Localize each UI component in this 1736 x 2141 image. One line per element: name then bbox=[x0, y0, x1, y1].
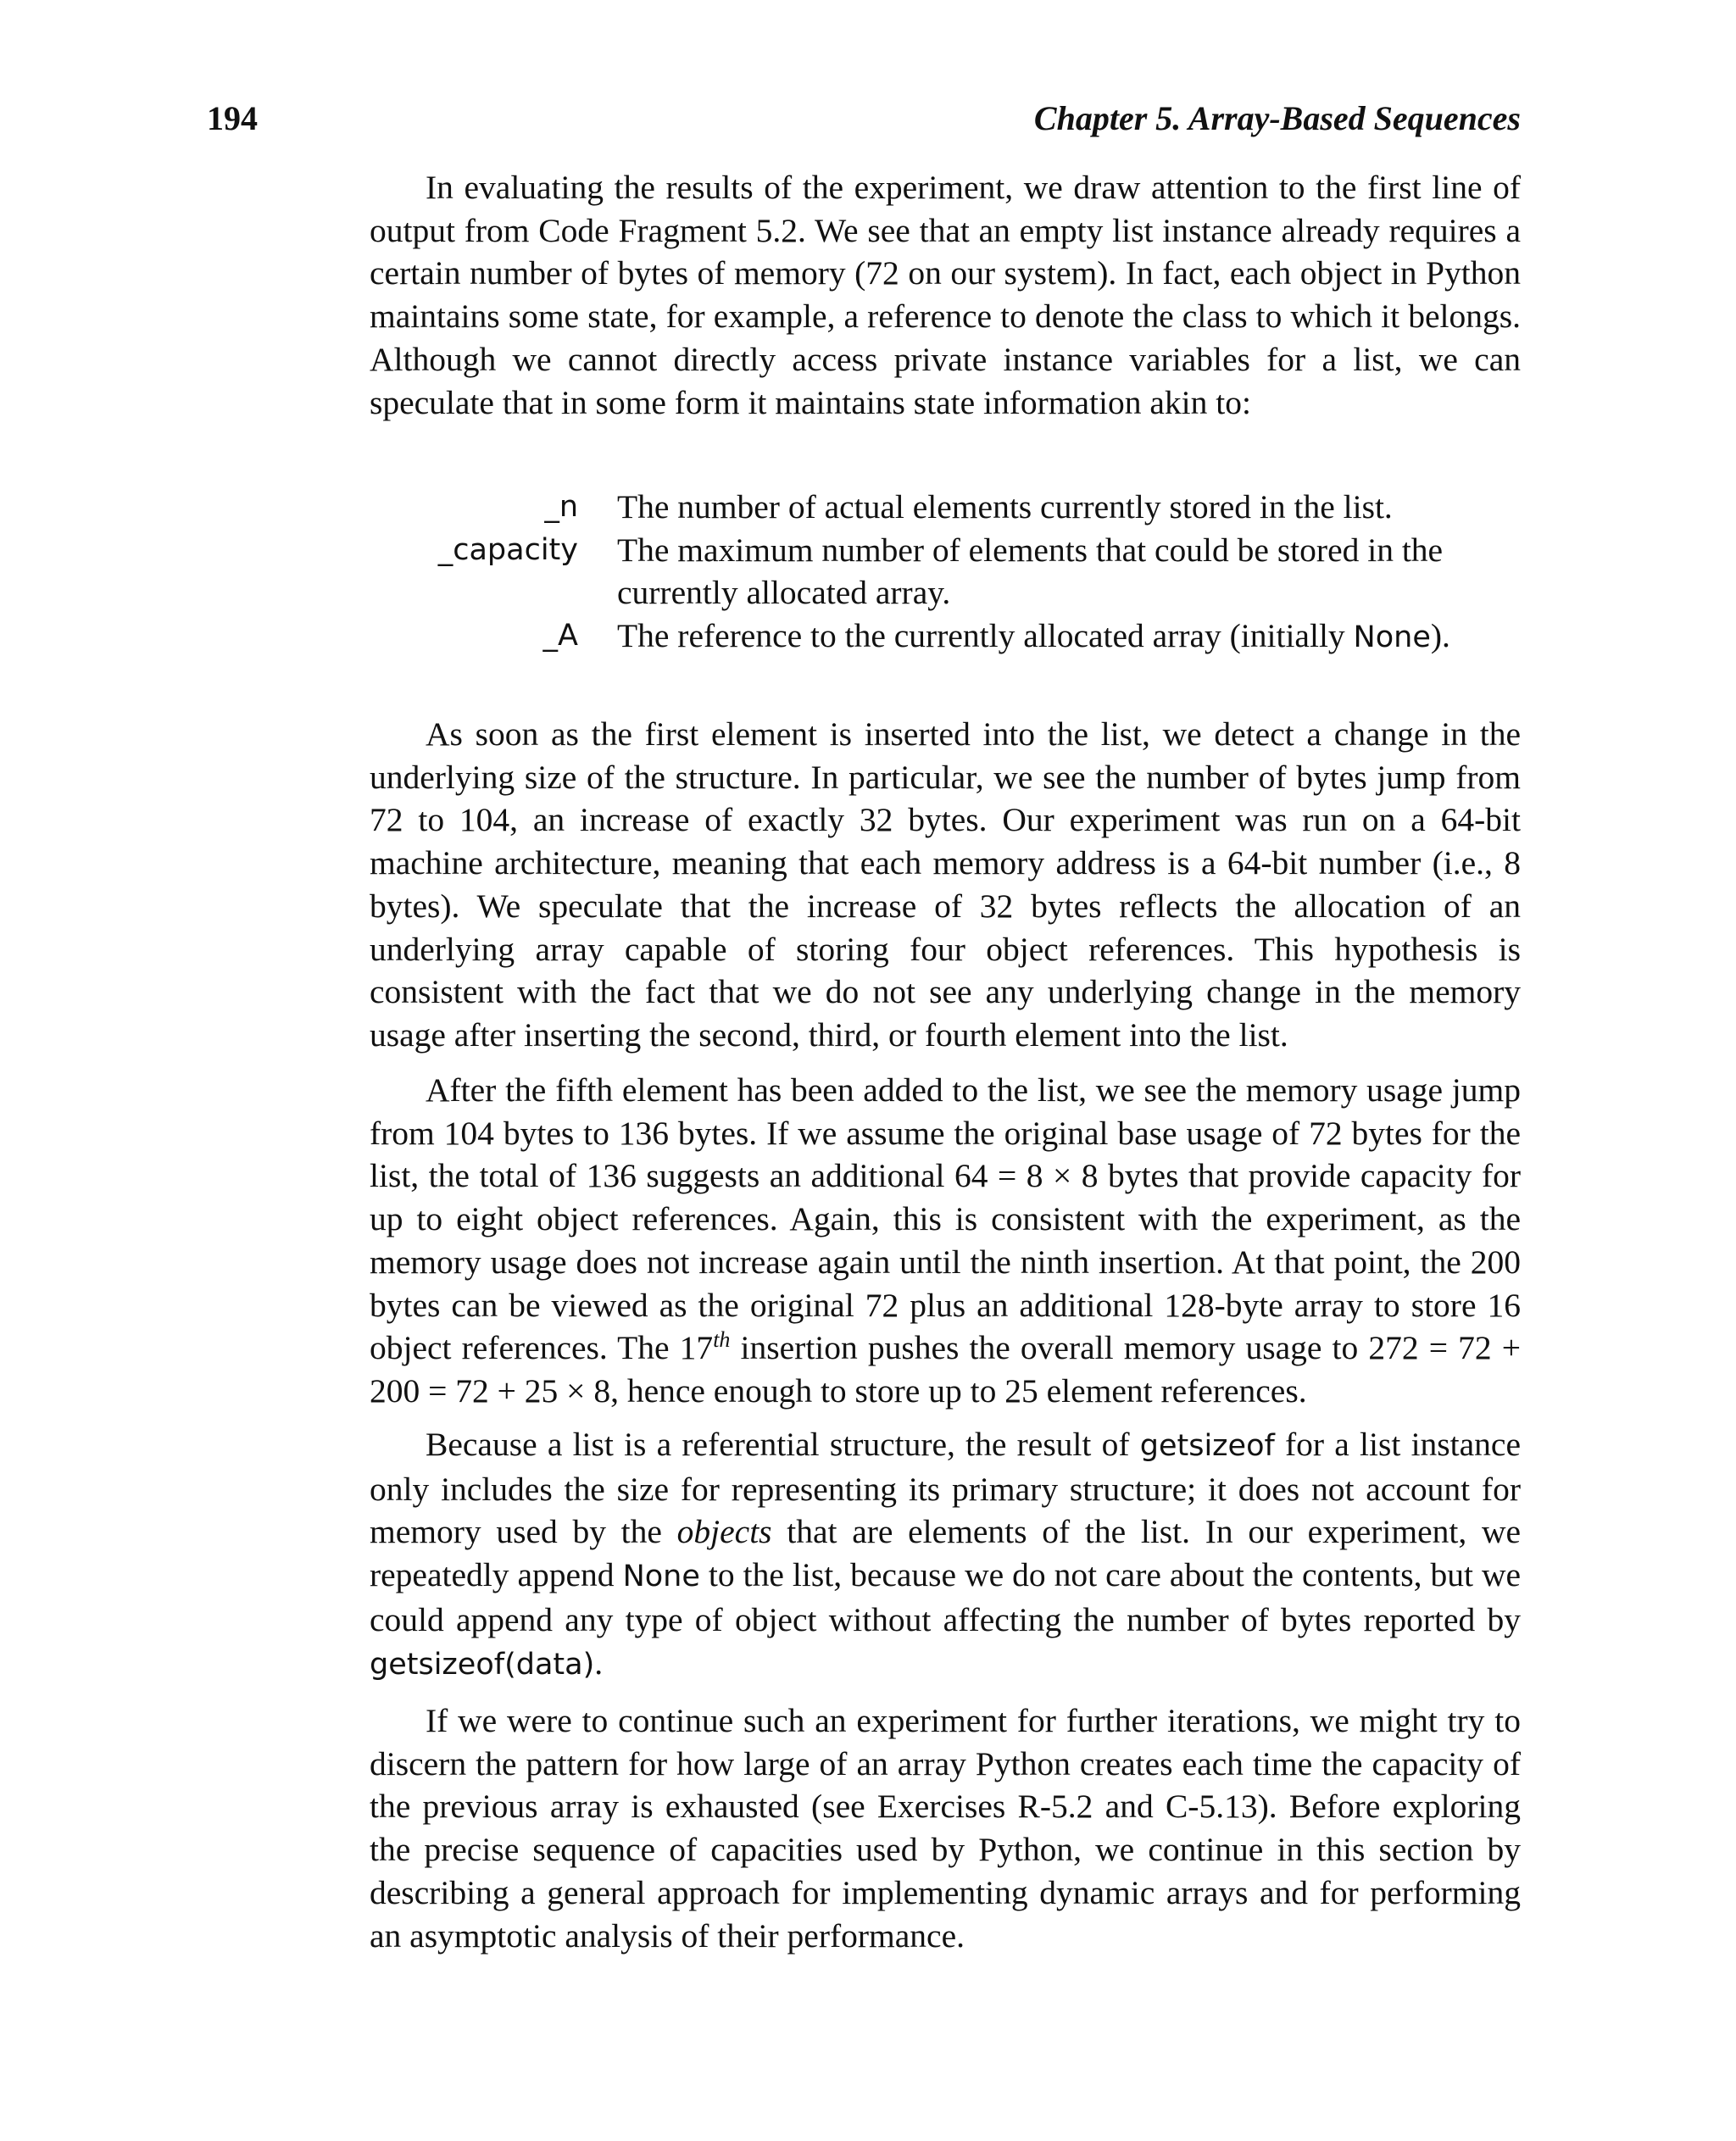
definition-term: _capacity bbox=[437, 532, 578, 567]
paragraph-text: that are elements of the list. In our experiment, we repeatedly append bbox=[370, 1513, 1521, 1594]
definition-term: _A bbox=[542, 619, 578, 653]
inline-code: getsizeof bbox=[1139, 1429, 1275, 1463]
definition-description: The maximum number of elements that could be stored in the currently allocated array. bbox=[617, 531, 1444, 612]
paragraph-text: insertion pushes the overall memory usage to 272 = 72 + 200 = 72 + 25 × 8, hence enough to store up to 25 element references. bbox=[370, 1329, 1522, 1410]
paragraph-text: for a list instance only includes the size for representing its primary structure; it does not account for memory used by the bbox=[370, 1426, 1521, 1551]
superscript: th bbox=[713, 1327, 731, 1353]
paragraph-text: . bbox=[594, 1643, 604, 1682]
definition-text: ). bbox=[1430, 617, 1450, 655]
inline-code: None bbox=[622, 1560, 700, 1594]
page-number: 194 bbox=[207, 99, 258, 137]
definition-row-a bbox=[370, 614, 1521, 659]
definition-description: The number of actual elements currently stored in the list. bbox=[617, 488, 1393, 526]
inline-code: getsizeof(data) bbox=[370, 1647, 595, 1682]
inline-code: None bbox=[1353, 620, 1431, 655]
definition-row-capacity bbox=[370, 529, 1521, 614]
paragraph-text: to the list, because we do not care about the contents, but we could append any type of object without affecting the number of bytes reported by bbox=[370, 1556, 1521, 1638]
paragraph-text: After the fifth element has been added to the list, we see the memory usage jump from 104 bytes to 136 bytes. If we assume the original base usage of 72 bytes for the list, the total of 136 suggests an additional 64 = 8 × 8 bytes that provide capacity for up to eight object references. Again, this is consistent with the experiment, as the memory usage does not increase again until the ninth insertion. At that point, the 200 bytes can be viewed as the original 72 plus an additional 128-byte array to store 16 object references. The 17 bbox=[370, 1071, 1521, 1367]
paragraph-2: As soon as the first element is inserted into the list, we detect a change in the underlying size of the structure. In particular, we see the number of bytes jump from 72 to 104, an increase of exactly 32 bytes. Our experiment was run on a 64-bit machine architecture, meaning that each memory address is a 64-bit number (i.e., 8 bytes). We speculate that the increase of 32 bytes reflects the allocation of an underlying array capable of storing four object references. This hypothesis is consistent with the fact that we do not see any underlying change in the memory usage after inserting the second, third, or fourth element into the list. bbox=[370, 715, 1521, 1054]
paragraph-text: Because a list is a referential structure, the result of bbox=[426, 1426, 1140, 1463]
definition-list bbox=[370, 486, 1521, 659]
paragraph-3 bbox=[370, 1069, 1521, 1413]
emphasis: objects bbox=[676, 1513, 772, 1551]
paragraph-1: In evaluating the results of the experiment, we draw attention to the first line of output from Code Fragment 5.2. We see that an empty list instance already requires a certain number of bytes of memory (72 on our system). In fact, each object in Python maintains some state, for example, a reference to denote the class to which it belongs. Although we cannot directly access private instance variables for a list, we can speculate that in some form it maintains state information akin to: bbox=[370, 169, 1521, 421]
definition-description bbox=[617, 614, 1466, 659]
definition-term: _n bbox=[544, 490, 578, 524]
paragraph-5: If we were to continue such an experiment for further iterations, we might try to discern the pattern for how large of an array Python creates each time the capacity of the previous array is exhausted (see Exercises R-5.2 and C-5.13). Before exploring the precise sequence of capacities used by Python, we continue in this section by describing a general approach for implementing dynamic arrays and for performing an asymptotic analysis of their performance. bbox=[370, 1702, 1521, 1955]
paragraph-4 bbox=[370, 1423, 1521, 1686]
running-head: Chapter 5. Array-Based Sequences bbox=[1033, 99, 1521, 137]
definition-row-n bbox=[370, 486, 1521, 529]
definition-text: The reference to the currently allocated array (initially bbox=[617, 617, 1354, 655]
